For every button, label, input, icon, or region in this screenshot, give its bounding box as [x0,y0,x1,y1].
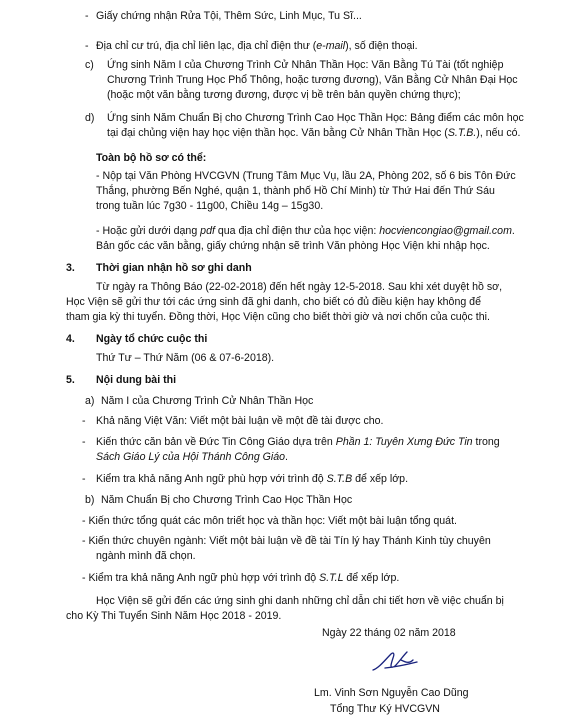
section3-line2: Học Viện sẽ gửi thư tới các ứng sinh đã ghi danh, cho biết có đủ điều kiện hay không để [66,296,481,308]
signature-image [365,640,425,680]
section5-a-item2-cont: Sách Giáo Lý của Hội Thánh Công Giáo. [96,451,288,463]
signature-stroke [373,652,417,670]
item-c-line2: Chương Trình Trung Học Phổ Thông, hoặc tương đương), Văn Bằng Cử Nhân Đại Học [107,74,518,86]
section5-a-marker: a) [85,395,95,407]
section5-a-title: Năm I của Chương Trình Cử Nhân Thần Học [101,395,314,407]
dash-glyph: - [85,10,89,22]
item-c-line1: Ứng sinh Năm I của Chương Trình Cử Nhân Thần Học: Văn Bằng Tú Tài (tốt nghiệp [107,59,504,71]
section4-line1: Thứ Tư – Thứ Năm (06 & 07-6-2018). [96,352,275,364]
dash-glyph: - [82,415,86,427]
section5-b-item3: - Kiểm tra khả năng Anh ngữ phù hợp với trình độ S.T.L để xếp lớp. [82,572,400,584]
email-address-link[interactable]: hocviencongiao@gmail.com [379,225,512,237]
section5-a-item1: Khả năng Việt Văn: Viết một bài luận về một đề tài được cho. [96,415,384,427]
section5-b-marker: b) [85,494,95,506]
dash-glyph: - [85,40,89,52]
section5-a-item2: Kiến thức căn bản về Đức Tin Công Giáo dựa trên Phần 1: Tuyên Xưng Đức Tin trong [96,436,500,448]
item-c-marker: c) [85,59,94,71]
section4-title: Ngày tổ chức cuộc thi [96,333,208,345]
section3-line1: Từ ngày ra Thông Báo (22-02-2018) đến hết ngày 12-5-2018. Sau khi xét duyệt hồ sơ, [96,281,503,293]
item-c-line3: (hoặc một văn bằng tương đương, được vị bề trên bản quyền chứng thực); [107,89,461,101]
contact-item: Địa chỉ cư trú, địa chỉ liên lạc, địa chỉ điện thư (e-mail), số điện thoại. [96,40,418,52]
section5-a-item3: Kiểm tra khả năng Anh ngữ phù hợp với trình độ S.T.B để xếp lớp. [96,473,409,485]
office-line3: trong tuần lúc 7g30 - 11g00, Chiều 14g – 15g30. [96,200,324,212]
section5-title: Nội dung bài thi [96,374,177,386]
item-d-line1: Ứng sinh Năm Chuẩn Bị cho Chương Trình Cao Học Thần Học: Bảng điểm các môn học [107,112,524,124]
office-line2: Thắng, phường Bến Nghé, quận 1, thành phố Hồ Chí Minh) từ Thứ Hai đến Thứ Sáu [96,185,495,197]
section4-number: 4. [66,333,75,345]
email-line2: Bản gốc các văn bằng, giấy chứng nhận sẽ trình Văn phòng Học Viện khi nhập học. [96,240,490,252]
item-d-marker: d) [85,112,95,124]
signer-name: Lm. Vinh Sơn Nguyễn Cao Dũng [314,687,469,699]
section3-number: 3. [66,262,75,274]
closing-line1: Học Viện sẽ gửi đến các ứng sinh ghi danh những chỉ dẫn chi tiết hơn về việc chuẩn bị [96,595,504,607]
section5-b-title: Năm Chuẩn Bị cho Chương Trình Cao Học Thần Học [101,494,353,506]
email-line1: - Hoặc gửi dưới dạng pdf qua địa chỉ điện thư của học viện: hocviencongiao@gmail.com. [96,225,515,237]
section5-b-item2: - Kiến thức chuyên ngành: Viết một bài luận về đề tài Tín lý hay Thánh Kinh tùy chuyên [82,535,491,547]
signer-title: Tổng Thư Ký HVCGVN [330,703,440,715]
section5-b-item1: - Kiến thức tổng quát các môn triết học và thần học: Viết một bài luận tổng quát. [82,515,457,527]
submission-heading: Toàn bộ hồ sơ có thể: [96,152,207,164]
item-d-line2: tại đại chủng viện hay học viện thần học. Văn bằng Cử Nhân Thần Học (S.T.B.), nếu có. [107,127,521,139]
section3-line3: tham gia kỳ thi tuyển. Đồng thời, Học Viện cũng cho biết thời giờ và nơi chốn của cuộc thi. [66,311,490,323]
closing-line2: cho Kỳ Thi Tuyển Sinh Năm Học 2018 - 2019. [66,610,282,622]
section3-title: Thời gian nhận hồ sơ ghi danh [96,262,252,274]
section5-b-item2-cont: ngành mình đã chọn. [96,550,196,562]
office-line1: - Nộp tại Văn Phòng HVCGVN (Trung Tâm Mục Vụ, lầu 2A, Phòng 202, số 6 bis Tôn Đức [96,170,516,182]
section5-number: 5. [66,374,75,386]
certs-item: Giấy chứng nhận Rửa Tội, Thêm Sức, Linh Mục, Tu Sĩ... [96,10,362,22]
dash-glyph: - [82,473,86,485]
dash-glyph: - [82,436,86,448]
date-line: Ngày 22 tháng 02 năm 2018 [322,627,456,639]
